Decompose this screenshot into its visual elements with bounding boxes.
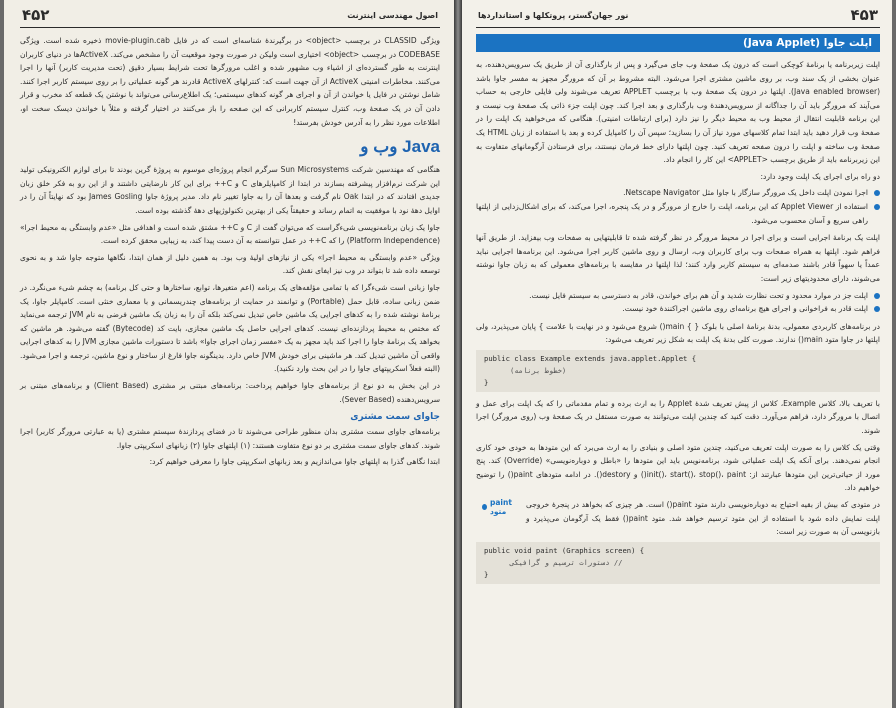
list-item: اپلت قادر به فراخوانی و اجرای هیچ برنامه‌ای روی ماشین اجراکنندهٔ خود نیست. — [476, 302, 880, 316]
right-paragraph: در برنامه‌های کاربردی معمولی، بدنهٔ برنامهٔ اصلی با بلوک { } main() شروع می‌شود و در نهایت با علامت } پایان می‌پذیرد، ولی اپلتها در جاوا متود main() ندارند. صورت کلی بدنهٔ یک اپلت به شکل زیر تعریف می‌شود: — [476, 321, 880, 345]
code-line: } — [484, 377, 489, 387]
margin-note-text: paint متود — [490, 498, 512, 517]
right-paragraph: در متودی که بیش از بقیه احتیاج به دوباره‌نویسی دارند متود paint() است. هر چیزی که بخواهد در پنجرهٔ خروجی اپلت نمایش داده شود با استفاده از این متود ترسیم خواهد شد. متود paint() فقط یک آرگومان می‌پذیرد و بازنویسی آن به صورت زیر است: — [526, 500, 880, 537]
left-paragraph: برنامه‌های جاوای سمت مشتری بدان منظور طراحی می‌شوند تا در فضای پردازندهٔ سیستم مشتری (یا به عبارتی مرورگر کاربر) اجرا شوند. کدهای جاوای سمت مشتری بر دو نوع متفاوت هستند: (۱) اپلتهای جاوا (۲) زبانهای اسکریپتی جاوا. — [20, 427, 440, 450]
code-block-paint-method — [476, 542, 880, 584]
section-title-java-web: وب و Java — [360, 137, 440, 157]
list-item: اجرا نمودن اپلت داخل یک مرورگر سازگار با جاوا مثل Netscape Navigator. — [476, 186, 880, 200]
left-paragraph: ابتدا نگاهی گذرا به اپلتهای جاوا می‌اندازیم و بعد زبانهای اسکریپتی جاوا را معرفی خواهیم کرد: — [149, 457, 440, 467]
code-comment: // دستورات ترسیم و گرافیکی — [510, 557, 623, 567]
right-paragraph: اپلت زیربرنامه یا برنامهٔ کوچکی است که درون یک صفحهٔ وب جای می‌گیرد و پس از بارگذاری آن از طریق یک سرویس‌دهنده، به عنوان بخشی از یک سند وب، بر روی ماشین مشتری اجرا می‌شود. البته مشروط بر آن که مرورگر مجهز به مفسر جاوا باشد (Java enabled browser). اپلتها در درون یک صفحهٔ وب با برچسب APPLET تعریف می‌شوند ولی فایلی خارجی به حساب می‌آیند که مرورگر باید آن را جداگانه از سرویس‌دهندهٔ وب بارگذاری و بعد اجرا کند. چون اپلت جزء ذاتی یک صفحهٔ وب نیست و این برنامه قابلیت انتقال از محیط وب به محیط دیگر را نیز دارد (برای ارتباطات امنیتی). هنگامی که می‌خواهید یک اپلت را در صفحهٔ وب قرار دهید باید ابتدا تمام کلاسهای مورد نیاز آن را بسازید؛ سپس آن را کامپایل کرده و بعد با استفاده از زبان HTML یک صفحهٔ وب ساخته و اپلت را درون صفحه تعریف کنید. چون اپلتها دارای خط فرمان نیستند، برای فرستادن آرگومانهای متفاوت به این زیربرنامه باید از طریق برچسب <APPLET> این کار را انجام داد. — [476, 60, 880, 165]
left-paragraph: در این بخش به دو نوع از برنامه‌های جاوا خواهیم پرداخت: برنامه‌های مبتنی بر مشتری (Client Based) و برنامه‌های مبتنی بر سرویس‌دهنده (Sever Based). — [20, 381, 440, 404]
right-running-title: نور جهان‌گستر، پروتکلها و استانداردها — [478, 10, 629, 20]
left-running-head — [20, 6, 440, 28]
applet-limitations-list — [476, 289, 880, 316]
right-paragraph: با تعریف بالا، کلاس Example، کلاس از پیش تعریف شدهٔ Applet را به ارث برده و تمام مقدماتی را که یک اپلت برای عمل و اتصال با مرورگر دارد، فراهم می‌آورد. دقت کنید که چندین اپلت می‌توانند به صورت مستقل در یک صفحهٔ وب (روی مرورگر) اجرا شوند. — [476, 398, 881, 436]
left-paragraph: جاوا یک زبان برنامه‌نویسی شیءگراست که می‌توان گفت از C و C++ مشتق شده است و اهدافی مثل «عدم وابستگی به محیط اجرا» (Platform Independence) را که C++ در عمل نتوانسته به آن دست پیدا کند، به زیبایی محقق کرده است. — [20, 222, 440, 246]
code-block-applet-class — [476, 350, 880, 392]
book-gutter — [454, 0, 462, 708]
right-book-page — [462, 0, 892, 708]
right-running-head — [476, 6, 880, 28]
code-line: } — [484, 569, 489, 579]
left-page-number: ۴۵۲ — [22, 6, 50, 24]
code-line: public class Example extends java.applet.Applet { — [484, 353, 697, 363]
right-paragraph: وقتی یک کلاس را به صورت اپلت تعریف می‌کنید، چندین متود اصلی و بنیادی را به ارث می‌برد که این متودها به خودی خود کاری انجام نمی‌دهند. برای آنکه یک اپلت عملیاتی شود، برنامه‌نویس باید این متودها را «باطل و دوباره‌نویسی» (Override) کند. پنج مورد از حیاتی‌ترین این متودها عبارتند از: init()، start()، stop()، paint() و destory(). در ادامه متودهای paint() را توضیح خواهیم داد. — [476, 442, 881, 493]
list-item: اپلت جز در موارد محدود و تحت نظارت شدید و آن هم برای خواندن، قادر به دسترسی به سیستم فایل نیست. — [476, 289, 880, 303]
list-item: استفاده از Applet Viewer که این برنامه، اپلت را خارج از مرورگر و در یک پنجره، اجرا می‌کند، که برای اشکال‌زدایی از اپلتها راهی سریع و آسان محسوب می‌شود. — [476, 200, 880, 227]
right-page-number: ۴۵۳ — [850, 6, 878, 24]
code-comment: (خطوط برنامه) — [510, 365, 567, 375]
subsection-title-client-java: جاوای سمت مشتری — [350, 412, 440, 423]
left-running-title: اصول مهندسی اینترنت — [347, 10, 438, 20]
margin-note — [482, 498, 524, 516]
paint-method-block — [476, 498, 880, 539]
code-line: public void paint (Graphics screen) { — [484, 545, 645, 555]
bullet-dot-icon — [482, 504, 487, 510]
applet-run-methods-list — [476, 186, 880, 227]
left-paragraph: ویژگی «عدم وابستگی به محیط اجرا» یکی از نیازهای اولیهٔ وب بود. به همین دلیل از همان ابتدا، نگاهها متوجه جاوا شد و به نحوی توسعه داده شد تا بتواند در وب نیز ایفای نقش کند. — [20, 252, 440, 276]
right-paragraph: دو راه برای اجرای یک اپلت وجود دارد: — [760, 171, 880, 181]
right-paragraph: اپلت یک برنامهٔ اجرایی است و برای اجرا در محیط مرورگر در نظر گرفته شده تا قابلیتهایی به صفحات وب بیفزاید. از طریق آنها فراهم شود. اپلتها به همراه صفحات وب برای کاربران وب، ارسال و روی ماشین کاربر اجرا می‌شود. این برنامه‌ها اجرایی نباید عمداً یا سهواً قادر باشند صدمه‌ای به سیستم کاربر وارد کنند؛ لذا اپلتها در مقایسه با برنامه‌های معمولی که به زبان جاوا نوشته می‌شوند، دارای محدودیتهای زیر است: — [476, 233, 880, 283]
section-title-java-applet: اپلت جاوا (Java Applet) — [476, 34, 880, 52]
left-paragraph: ویژگی CLASSID در برچسب <object> در برگیرندهٔ شناسه‌ای است که در فایل movie-plugin.cab ذخیره شده است. ویژگی CODEBASE در برچسب <object> اختیاری است ولیکن در صورت وجود موقعیت آن را مشخص می‌کند. ActiveXها در دنیای کاربران اینترنت به طور گسترده‌ای از اشیاء وب مشهور شده و اغلب مرورگرها تحت شرایط بسیار دقیق (تحت مدیریت کاربر) آنها را اجرا می‌کنند. مخاطرات امنیتی ActiveX از آن جهت است که: کنترلهای ActiveX قادرند هر گونه عملیاتی را بر روی سیستم کاربر اجرا کنند. شامل نوشتن در فایل یا خواندن از آن و اجرای هر گونه کدهای سیستمی؛ یک اطلاع‌رسانی می‌تواند با نوشتن یک قطعه کد مخرب و قرار دادن آن در یک صفحهٔ وب، کنترل سیستم کاربرانی که این صفحه را باز می‌کنند در اختیار گرفته و مثلاً با خواندن دیسک سخت او، اطلاعات مورد نظر را به آدرس خودش بفرستد! — [20, 36, 441, 127]
left-book-page — [4, 0, 454, 708]
left-paragraph: جاوا زبانی است شیءگرا که با تمامی مؤلفه‌های یک برنامه (اعم متغیرها، توابع، ساختارها و حتی کل برنامه) به چشم شیء می‌نگرد. در ضمن زبانی ساده، قابل حمل (Portable) و توانمند در حمایت از برنامه‌های چندریسمانی و با معماری خنثی است. کامپایلر جاوا، یک برنامهٔ نوشته شده را به کدهای اجرایی یک ماشین خاص تبدیل نمی‌کند بلکه آن را به زبان یک ماشین فرضی به نام JVM ترجمه می‌نماید که مختص به محیط پردازنده‌ای نیست. کدهای اجرایی حاصل یک ماشین مجازی، بایت کد (Bytecode) گفته می‌شود. هر ماشین که بخواهد یک برنامهٔ جاوا را اجرا کند باید مجهز به یک «مفسر زمان اجرای جاوا» باشد تا دستورات ماشین مجازی JVM را به کدهای اجرایی واقعی آن ماشین تبدیل کند. هر ماشینی برای خودش JVM خاص دارد. بدینگونه جاوا فارغ از ساختار و نوع ماشین، ترجمه و اجرا می‌شود. (البته فعلاً اسکریپتهای جاوا را در این بحث وارد نکنید). — [20, 282, 441, 374]
left-paragraph: هنگامی که مهندسین شرکت Sun Microsystems سرگرم انجام پروژه‌ای موسوم به پروژهٔ گرین بودند تا برای لوازم الکترونیکی تولید این شرکت نرم‌افزار پیشرفته بسازند در ابتدا از کامپایلرهای C و C++ برای این کار نارضایتی داشتند و از این رو به فکر خلق زبان جدیدی افتادند که در ابتدا Oak نام گرفت و بعدها آن را به جاوا تغییر نام داد. مدیر پروژهٔ جاوا James Gosling بود که نهایتاً آن را در اوایل دههٔ نود با موفقیت به اتمام رساند و حقیقتاً یکی از بهترین تکنولوژیهای دههٔ گذشته بوده است. — [20, 165, 441, 215]
